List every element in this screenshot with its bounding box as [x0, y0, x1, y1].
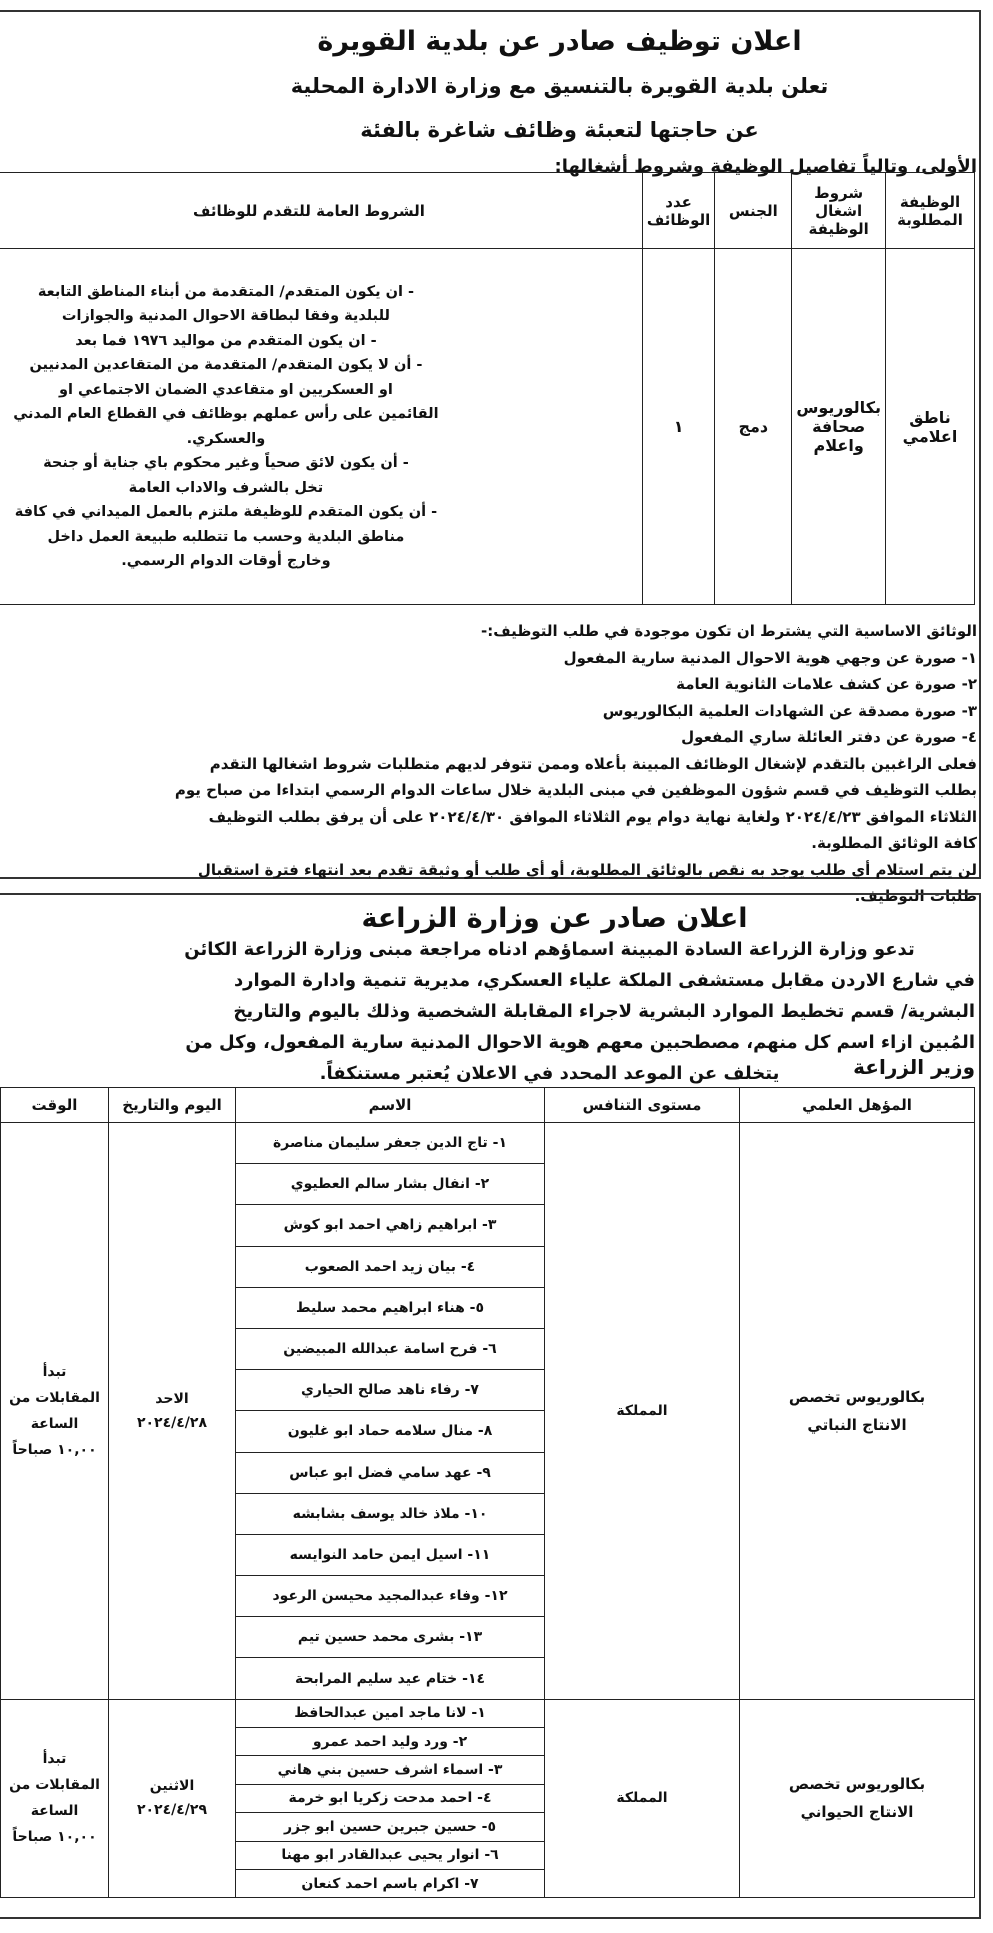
column-header: مستوى التنافس: [545, 1088, 740, 1123]
column-header: اليوم والتاريخ: [109, 1088, 236, 1123]
cell-count: ١: [642, 249, 714, 605]
cell-name: ٩- عهد سامي فضل ابو عباس: [236, 1452, 545, 1493]
table-header-row: [1, 1088, 975, 1123]
condition-line: للبلدية وفقا لبطاقة الاحوال المدنية والجوازات: [61, 308, 390, 324]
cell-name: ٧- اكرام باسم احمد كنعان: [236, 1869, 545, 1897]
column-header: الوظيفة المطلوبة: [886, 173, 975, 249]
doc-line: لن يتم استلام أي طلب يوجد به نقص بالوثائق المطلوبة، أو أي طلب أو وثيقة تقدم بعد انتهاء فترة استقبال: [197, 860, 977, 879]
cell-requirements: بكالوريوس صحافة واعلام: [792, 249, 886, 605]
condition-line: القائمين على رأس عملهم بوظائف في القطاع العام المدني: [13, 406, 439, 422]
cell-gender: دمج: [715, 249, 792, 605]
condition-line: - أن يكون المتقدم للوظيفة ملتزم بالعمل الميداني في كافة: [14, 504, 438, 520]
interview-table: [0, 1087, 975, 1898]
cell-level: المملكة: [545, 1699, 740, 1898]
table-row: [0, 249, 975, 605]
cell-name: ٨- منال سلامه حماد ابو غليون: [236, 1411, 545, 1452]
cell-name: ٥- حسين جبرين حسين ابو جزر: [236, 1813, 545, 1841]
column-header: الجنس: [715, 173, 792, 249]
cell-name: ٦- انوار يحيى عبدالقادر ابو مهنا: [236, 1841, 545, 1869]
cell-day-date: [109, 1699, 236, 1898]
cell-time: تبدأ المقابلات من الساعة ١٠,٠٠ صباحاً: [1, 1123, 109, 1700]
condition-line: وخارج أوقات الدوام الرسمي.: [121, 553, 331, 569]
ad1-title: اعلان توظيف صادر عن بلدية القويرة: [317, 26, 802, 57]
doc-line: بطلب التوظيف في قسم شؤون الموظفين في مبنى البلدية خلال ساعات الدوام الرسمي ابتداءا من صباح يوم: [174, 781, 977, 799]
doc-line: كافة الوثائق المطلوبة.: [811, 834, 977, 852]
cell-day-date: [109, 1123, 236, 1700]
ad2-signature: وزير الزراعة: [853, 1055, 975, 1079]
cell-name: ٣- ابراهيم زاهي احمد ابو كوش: [236, 1205, 545, 1246]
cell-name: ٢- انفال بشار سالم العطيوي: [236, 1164, 545, 1205]
condition-line: مناطق البلدية وحسب ما تتطلبه طبيعة العمل داخل: [47, 528, 405, 545]
body-line: تدعو وزارة الزراعة السادة المبينة اسماؤهم ادناه مراجعة مبنى وزارة الزراعة الكائن: [184, 939, 915, 960]
table-row: [1, 1699, 975, 1727]
condition-line: - ان يكون المتقدم/ المتقدمة من أبناء المناطق التابعة: [37, 283, 415, 300]
column-header: الشروط العامة للتقدم للوظائف: [0, 173, 642, 249]
body-line: المُبين ازاء اسم كل منهم، مصطحبين معهم هوية الاحوال المدنية سارية المفعول، وكل من: [185, 1032, 975, 1053]
body-line: البشرية/ قسم تخطيط الموارد البشرية لاجراء المقابلة الشخصية وذلك باليوم والتاريخ: [233, 1001, 975, 1022]
condition-line: - أن يكون لائق صحياً وغير محكوم باي جناية أو جنحة: [43, 455, 409, 471]
cell-name: ١٢- وفاء عبدالمجيد محيسن الرعود: [236, 1576, 545, 1617]
cell-level: المملكة: [545, 1123, 740, 1700]
cell-name: ٤- احمد مدحت زكريا ابو خرمة: [236, 1784, 545, 1812]
day: الاثنين: [149, 1778, 195, 1795]
cell-name: ٦- فرح اسامة عبدالله المبيضين: [236, 1328, 545, 1369]
condition-line: تخل بالشرف والاداب العامة: [128, 479, 324, 496]
doc-line: طلبات التوظيف.: [854, 887, 977, 905]
table-header-row: [0, 173, 975, 249]
cell-job: ناطق اعلامي: [886, 249, 975, 605]
ad1-intro: الأولى، وتالياً تفاصيل الوظيفة وشروط أشغالها:: [554, 156, 977, 177]
cell-name: ١٤- ختام عيد سليم المرابحة: [236, 1658, 545, 1699]
table-row: [1, 1123, 975, 1164]
date: ٢٠٢٤/٤/٢٩: [136, 1802, 208, 1819]
condition-line: والعسكري.: [186, 430, 266, 447]
day: الاحد: [155, 1390, 189, 1407]
doc-line: ١- صورة عن وجهي هوية الاحوال المدنية سارية المفعول: [563, 648, 977, 667]
cell-name: ١١- اسيل ايمن حامد النوايسه: [236, 1534, 545, 1575]
column-header: المؤهل العلمي: [740, 1088, 975, 1123]
cell-name: ٢- ورد وليد احمد عمرو: [236, 1728, 545, 1756]
column-header: الوقت: [1, 1088, 109, 1123]
cell-name: ٥- هناء ابراهيم محمد سليط: [236, 1287, 545, 1328]
cell-name: ٧- رفاء ناهد صالح الحياري: [236, 1370, 545, 1411]
condition-line: - ان يكون المتقدم من مواليد ١٩٧٦ فما بعد: [75, 332, 377, 349]
doc-line: الوثائق الاساسية التي يشترط ان تكون موجودة في طلب التوظيف:-: [481, 622, 977, 640]
cell-name: ١٣- بشرى محمد حسين تيم: [236, 1617, 545, 1658]
ad2-title: اعلان صادر عن وزارة الزراعة: [361, 903, 748, 934]
doc-line: ٤- صورة عن دفتر العائلة ساري المفعول: [681, 728, 977, 746]
condition-line: - أن لا يكون المتقدم/ المتقدمة من المتقاعدين المدنيين: [29, 357, 423, 373]
cell-qualification: بكالوريوس تخصص الانتاج النباتي: [740, 1123, 975, 1700]
cell-name: ١٠- ملاذ خالد يوسف بشابشه: [236, 1493, 545, 1534]
cell-time: تبدأ المقابلات من الساعة ١٠,٠٠ صباحاً: [1, 1699, 109, 1898]
cell-name: ١- تاج الدين جعفر سليمان مناصرة: [236, 1123, 545, 1164]
ad1-subtitle2: عن حاجتها لتعبئة وظائف شاغرة بالفئة: [360, 118, 759, 142]
column-header: شروط اشغال الوظيفة: [792, 173, 886, 249]
cell-name: ٤- بيان زيد احمد الصعوب: [236, 1246, 545, 1287]
cell-name: ٣- اسماء اشرف حسين بني هاني: [236, 1756, 545, 1784]
doc-line: فعلى الراغبين بالتقدم لإشغال الوظائف المبينة بأعلاه وممن تتوفر لديهم متطلبات شروط اشغالها التقدم: [209, 754, 977, 773]
doc-line: الثلاثاء الموافق ٢٠٢٤/٤/٢٣ ولغاية نهاية دوام يوم الثلاثاء الموافق ٢٠٢٤/٤/٣٠ على أن يرفق بطلب التوظيف: [208, 807, 977, 826]
jobs-table: [0, 172, 975, 605]
doc-line: ٢- صورة عن كشف علامات الثانوية العامة: [676, 675, 977, 693]
body-line: يتخلف عن الموعد المحدد في الاعلان يُعتبر مستنكفاً.: [319, 1063, 780, 1084]
column-header: عدد الوظائف: [642, 173, 714, 249]
cell-qualification: بكالوريوس تخصص الانتاج الحيواني: [740, 1699, 975, 1898]
doc-line: ٣- صورة مصدقة عن الشهادات العلمية البكالوريوس: [602, 701, 977, 720]
body-line: في شارع الاردن مقابل مستشفى الملكة علياء العسكري، مديرية تنمية وادارة الموارد: [233, 970, 975, 991]
cell-name: ١- لانا ماجد امين عبدالحافظ: [236, 1699, 545, 1727]
cell-conditions: [0, 249, 642, 605]
column-header: الاسم: [236, 1088, 545, 1123]
ad1-subtitle1: تعلن بلدية القويرة بالتنسيق مع وزارة الادارة المحلية: [290, 74, 829, 98]
date: ٢٠٢٤/٤/٢٨: [136, 1414, 208, 1431]
condition-line: او العسكريين او متقاعدي الضمان الاجتماعي او: [58, 381, 393, 398]
